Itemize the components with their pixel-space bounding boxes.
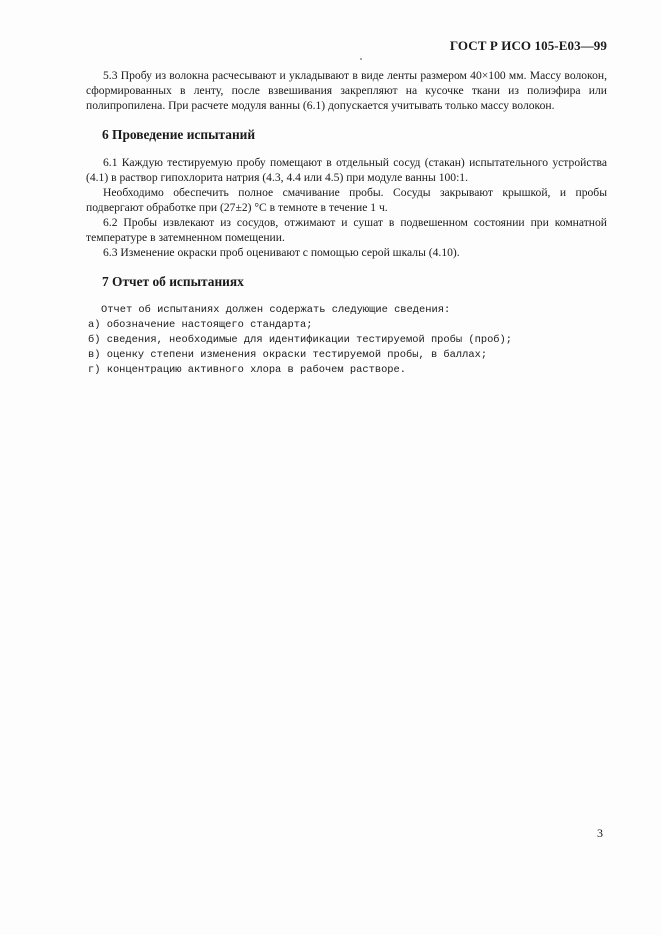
clause-6-2: 6.2 Пробы извлекают из сосудов, отжимают и сушат в подвешенном состоянии при комнатной температуре в затемненном помещении.	[86, 216, 607, 244]
list-item: г) концентрацию активного хлора в рабочем растворе.	[88, 364, 407, 376]
clause-6-3: 6.3 Изменение окраски проб оценивают с помощью серой шкалы (4.10).	[103, 246, 460, 259]
report-intro: Отчет об испытаниях должен содержать следующие сведения:	[101, 304, 451, 316]
scan-speck	[360, 58, 362, 60]
list-item: в) оценку степени изменения окраски тестируемой пробы, в баллах;	[88, 349, 488, 361]
section-6-heading: 6 Проведение испытаний	[102, 127, 256, 142]
document-code: ГОСТ Р ИСО 105-Е03—99	[449, 38, 607, 53]
section-7-heading: 7 Отчет об испытаниях	[102, 274, 244, 289]
list-item: б) сведения, необходимые для идентификации тестируемой пробы (проб);	[88, 334, 513, 346]
clause-6-1: 6.1 Каждую тестируемую пробу помещают в отдельный сосуд (стакан) испытательного устройства (4.1) в раствор гипохлорита натрия (4.3, 4.4 или 4.5) при модуле ванны 100:1.	[86, 156, 607, 184]
page-content	[86, 68, 607, 378]
clause-5-3: 5.3 Пробу из волокна расчесывают и укладывают в виде ленты размером 40×100 мм. Массу волокон, сформированных в ленту, после взвешивания закрепляют на кусочке ткани из полиэфира или полипропилена. При расчете модуля ванны (6.1) допускается учитывать только массу волокон.	[86, 69, 607, 112]
report-items-list	[86, 318, 607, 378]
page-number: 3	[597, 826, 603, 840]
clause-6-1-note: Необходимо обеспечить полное смачивание пробы. Сосуды закрывают крышкой, и пробы подвергают обработке при (27±2) °С в темноте в течение 1 ч.	[86, 186, 607, 214]
list-item: а) обозначение настоящего стандарта;	[88, 319, 313, 331]
